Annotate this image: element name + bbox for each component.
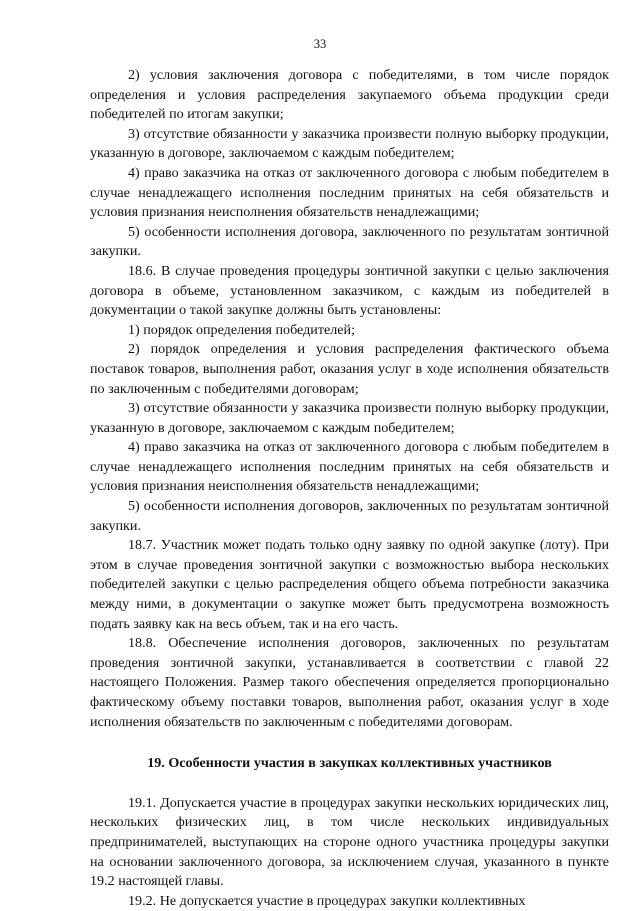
page-content: [90, 66, 609, 911]
section-heading: 19. Особенности участия в закупках коллективных участников: [147, 755, 552, 772]
paragraph: 18.7. Участник может подать только одну заявку по одной закупке (лоту). При этом в случае проведения зонтичной закупки с возможностью выбора нескольких победителей закупки с целью распределения общего объема потребности заказчика между ними, в документации о закупке может быть предусмотрена возможность подать заявку как на весь объем, так и на его часть.: [90, 537, 609, 632]
paragraph: 5) особенности исполнения договора, заключенного по результатам зонтичной закупки.: [90, 223, 609, 260]
paragraph: 18.6. В случае проведения процедуры зонтичной закупки с целью заключения договора в объеме, установленном заказчиком, с каждым из победителей в документации о такой закупке должны быть установлены:: [90, 262, 609, 319]
paragraph: 4) право заказчика на отказ от заключенного договора с любым победителем в случае ненадлежащего исполнения последним принятых на себя обязательств и условия признания неисполнения обязательств ненадлежащими;: [90, 164, 609, 221]
paragraph: 18.8. Обеспечение исполнения договоров, заключенных по результатам проведения зонтичной закупки, устанавливается в соответствии с главой 22 настоящего Положения. Размер такого обеспечения определяется пропорционально фактическому объему поставки товаров, выполнения работ, оказания услуг в ходе исполнения обязательств по заключенным с победителями договорам.: [90, 635, 609, 730]
paragraph: 2) условия заключения договора с победителями, в том числе порядок определения и условия распределения закупаемого объема продукции среди победителей по итогам закупки;: [90, 67, 609, 123]
paragraph: 19.1. Допускается участие в процедурах закупки нескольких юридических лиц, нескольких физических лиц, в том числе нескольких индивидуальных предпринимателей, выступающих на стороне одного участника процедуры закупки на основании заключенного договора, за исключением случая, указанного в пункте 19.2 настоящей главы.: [90, 794, 609, 890]
paragraph: 3) отсутствие обязанности у заказчика произвести полную выборку продукции, указанную в договоре, заключаемом с каждым победителем;: [90, 125, 609, 162]
paragraph: 4) право заказчика на отказ от заключенного договора с любым победителем в случае ненадлежащего исполнения последним принятых на себя обязательств и условия признания неисполнения обязательств ненадлежащими;: [90, 439, 609, 495]
paragraph: 1) порядок определения победителей;: [128, 321, 355, 338]
paragraph: 5) особенности исполнения договоров, заключенных по результатам зонтичной закупки.: [90, 498, 609, 534]
paragraph: 3) отсутствие обязанности у заказчика произвести полную выборку продукции, указанную в договоре, заключаемом с каждым победителем;: [90, 400, 609, 436]
paragraph: 2) порядок определения и условия распределения фактического объема поставок товаров, выполнения работ, оказания услуг в ходе исполнения обязательств по заключенным с победителями договорам;: [90, 341, 609, 397]
paragraph: 19.2. Не допускается участие в процедурах закупки коллективных: [128, 892, 526, 909]
page-number: 33: [313, 37, 327, 51]
